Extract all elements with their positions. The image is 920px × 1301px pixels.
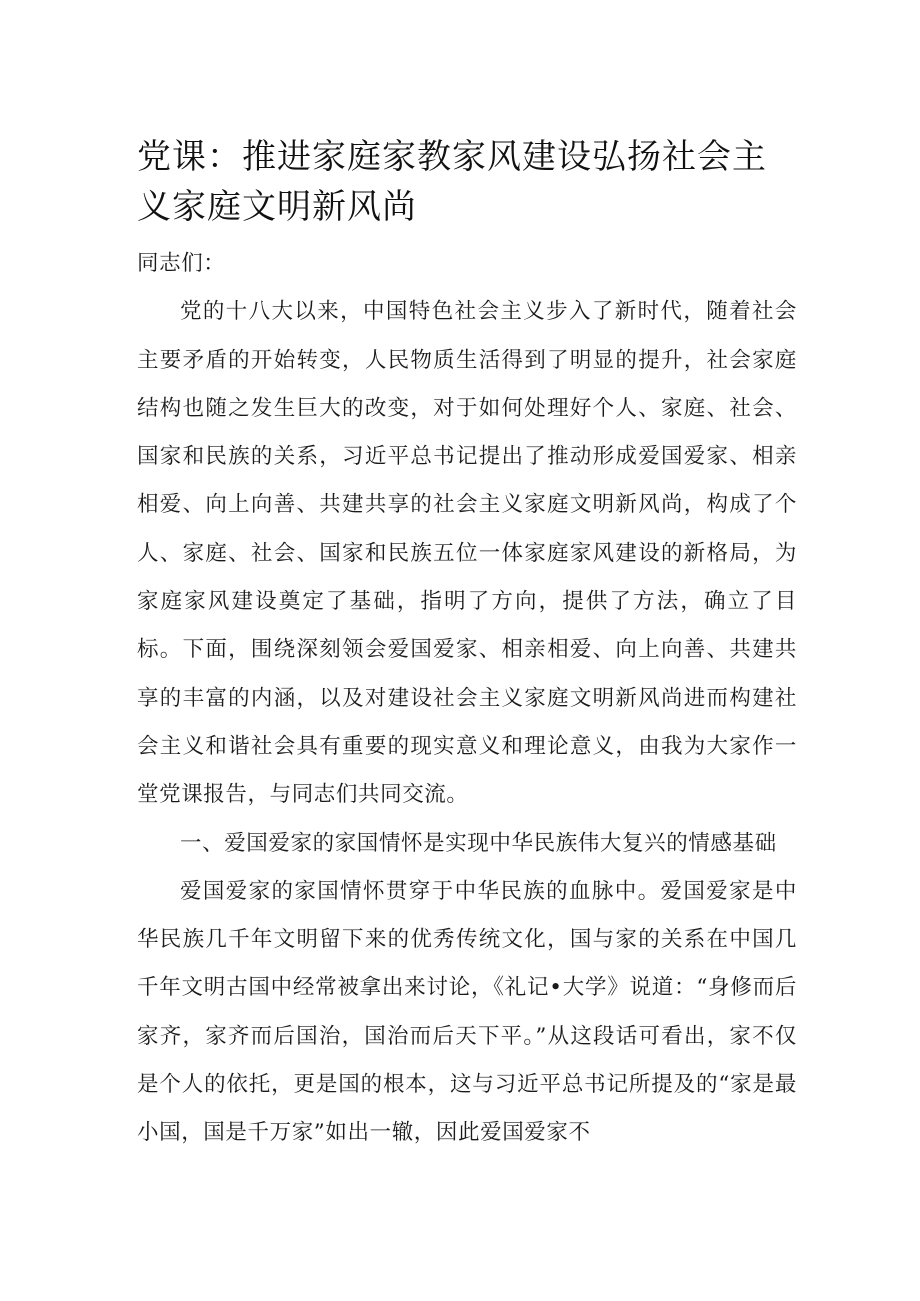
document-body [137,240,797,1158]
section-paragraph: 爱国爱家的家国情怀贯穿于中华民族的血脉中。爱国爱家是中华民族几千年文明留下来的优秀传统文化，国与家的关系在中国几千年文明古国中经常被拿出来讨论，《礼记•大学》说道：“身修而后家齐，家齐而后国治，国治而后天下平。”从这段话可看出，家不仅是个人的依托，更是国的根本，这与习近平总书记所提及的“家是最小国，国是千万家”如出一辙，因此爱国爱家不 [137,878,797,1146]
document-title: 党课：推进家庭家教家风建设弘扬社会主义家庭文明新风尚 [137,137,767,227]
intro-paragraph: 党的十八大以来，中国特色社会主义步入了新时代，随着社会主要矛盾的开始转变，人民物质生活得到了明显的提升，社会家庭结构也随之发生巨大的改变，对于如何处理好个人、家庭、社会、国家和民族的关系，习近平总书记提出了推动形成爱国爱家、相亲相爱、向上向善、共建共享的社会主义家庭文明新风尚，构成了个人、家庭、社会、国家和民族五位一体家庭家风建设的新格局，为家庭家风建设奠定了基础，指明了方向，提供了方法，确立了目标。下面，围绕深刻领会爱国爱家、相亲相爱、向上向善、共建共享的丰富的内涵，以及对建设社会主义家庭文明新风尚进而构建社会主义和谐社会具有重要的现实意义和理论意义，由我为大家作一堂党课报告，与同志们共同交流。 [137,299,797,808]
salutation: 同志们： [137,251,226,276]
section-heading: 一、爱国爱家的家国情怀是实现中华民族伟大复兴的情感基础 [180,830,777,856]
